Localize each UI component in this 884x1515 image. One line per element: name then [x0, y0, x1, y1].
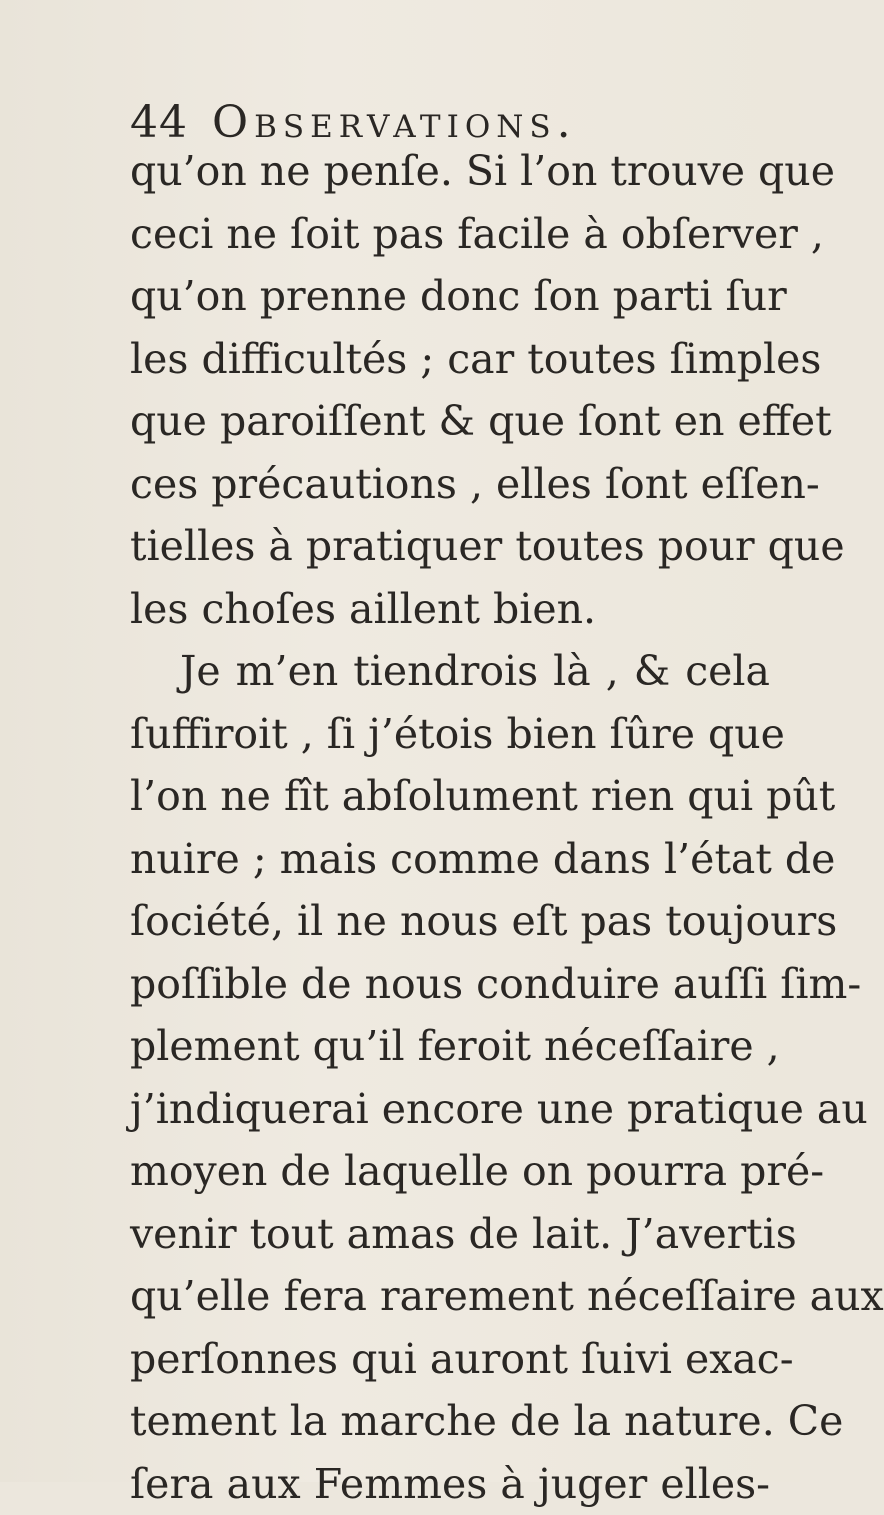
text-line: nuire ; mais comme dans l’état de — [130, 828, 770, 891]
text-line: j’indiquerai encore une pratique au — [130, 1078, 770, 1141]
text-line: poſſible de nous conduire auſſi ſim- — [130, 953, 770, 1016]
page-number: 44 — [130, 97, 188, 148]
text-line: qu’on ne penſe. Si l’on trouve que — [130, 140, 770, 203]
text-line: les difficultés ; car toutes ſimples — [130, 328, 770, 391]
text-line: ſociété, il ne nous eſt pas toujours — [130, 890, 770, 953]
text-line: que paroiſſent & que ſont en effet — [130, 390, 770, 453]
text-line: ces précautions , elles ſont eſſen- — [130, 453, 770, 516]
running-title: Observations. — [212, 97, 577, 148]
text-line: plement qu’il feroit néceſſaire , — [130, 1015, 770, 1078]
text-line: qu’on prenne donc ſon parti ſur — [130, 265, 770, 328]
paragraph-start-line: Je m’en tiendrois là , & cela — [130, 640, 770, 703]
text-line: perſonnes qui auront ſuivi exac- — [130, 1328, 770, 1391]
text-line: venir tout amas de lait. J’avertis — [130, 1203, 770, 1266]
text-line: ſuffiroit , ſi j’étois bien ſûre que — [130, 703, 770, 766]
text-line: les choſes aillent bien. — [130, 578, 770, 641]
text-line: tielles à pratiquer toutes pour que — [130, 515, 770, 578]
text-line: ceci ne ſoit pas facile à obſerver , — [130, 203, 770, 266]
text-line: l’on ne fît abſolument rien qui pût — [130, 765, 770, 828]
text-line: tement la marche de la nature. Ce — [130, 1390, 770, 1453]
text-line: qu’elle fera rarement néceſſaire aux — [130, 1265, 770, 1328]
text-line: moyen de laquelle on pourra pré- — [130, 1140, 770, 1203]
text-line: ſera aux Femmes à juger elles- — [130, 1453, 770, 1515]
body-text — [130, 140, 770, 1515]
